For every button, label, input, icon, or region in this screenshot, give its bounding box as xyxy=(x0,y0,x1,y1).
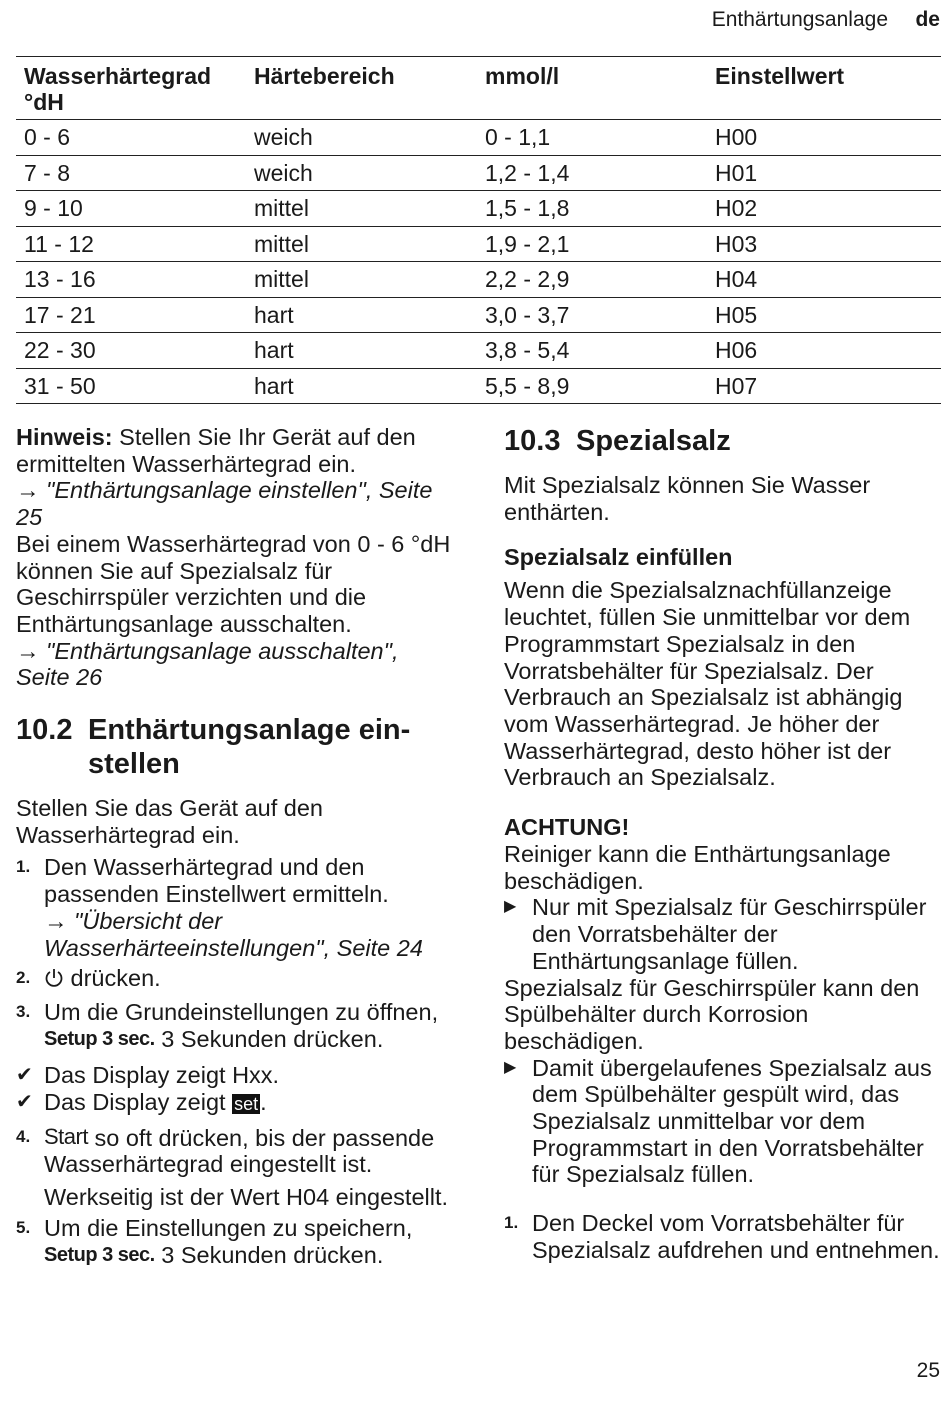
cell: mittel xyxy=(246,262,477,298)
power-icon xyxy=(44,967,64,995)
result-list xyxy=(16,1062,456,1117)
result-item xyxy=(16,1089,456,1118)
step-5 xyxy=(16,1215,456,1268)
step-1 xyxy=(16,854,456,961)
warning-actions-1 xyxy=(504,894,940,974)
cell: H04 xyxy=(707,262,941,298)
cell: 2,2 - 2,9 xyxy=(477,262,707,298)
step-2 xyxy=(16,965,456,995)
list-item xyxy=(504,894,940,974)
sub-paragraph: Wenn die Spezialsalznachfüllanzeige leuchtet, füllen Sie unmittelbar vor dem Programmstart Spezialsalz in den Vorratsbehälter für Spezialsalz. Der Verbrauch an Spezialsalz ist abhängig vom Wasserhärtegrad. Je höher der Wasserhärtegrad, desto höher ist der Verbrauch an Spezialsalz. xyxy=(504,577,911,791)
right-column xyxy=(504,424,940,1264)
note-label: Hinweis: xyxy=(16,424,113,450)
running-header-title: Enthärtungsanlage xyxy=(711,8,888,31)
cell: 17 - 21 xyxy=(16,297,246,333)
cell: 9 - 10 xyxy=(16,191,246,227)
section-number: 10.2 xyxy=(16,714,73,747)
setup-key-label: Setup 3 sec. xyxy=(44,1243,155,1266)
step-number: 4. xyxy=(16,1126,31,1146)
step-number: 1. xyxy=(16,857,31,877)
step-text: 3 Sekunden drücken. xyxy=(154,1241,384,1268)
cell: H05 xyxy=(707,297,941,333)
cell: 3,0 - 3,7 xyxy=(477,297,707,333)
link-enthaertung-einstellen[interactable]: → "Enthärtungsanlage einstellen", Seite 25 xyxy=(16,477,433,531)
step-number: 1. xyxy=(504,1213,519,1233)
cell: hart xyxy=(246,333,477,369)
step-text: 3 Sekunden drücken. xyxy=(154,1025,384,1052)
table-row xyxy=(16,297,941,333)
table-row xyxy=(16,262,941,298)
table-row xyxy=(16,120,941,156)
water-hardness-table xyxy=(16,58,941,404)
table-row xyxy=(16,226,941,262)
cell: 13 - 16 xyxy=(16,262,246,298)
cell: 22 - 30 xyxy=(16,333,246,369)
step-number: 3. xyxy=(16,1001,31,1021)
col-header-hardness: Wasserhärtegrad °dH xyxy=(16,58,246,120)
step-text: Den Deckel vom Vorratsbehälter für Spezialsalz aufdrehen und entnehmen. xyxy=(532,1210,940,1263)
header-rule xyxy=(16,56,941,57)
start-key-label: Start xyxy=(44,1123,88,1149)
table-row xyxy=(16,333,941,369)
col-header-mmol: mmol/l xyxy=(477,58,707,120)
step-text: so oft drücken, bis der passende Wasserhärtegrad eingestellt ist. xyxy=(44,1124,435,1178)
bullet-text: Damit übergelaufenes Spezialsalz aus dem Spülbehälter gespült wird, das Spezialsalz unmittelbar vor dem Programmstart in den Vorratsbehälter für Spezialsalz füllen. xyxy=(532,1054,932,1188)
section-title-line1: Enthärtungsanlage ein- xyxy=(88,714,411,747)
step-number: 2. xyxy=(16,968,31,988)
warning-title: ACHTUNG! xyxy=(504,814,630,841)
triangle-bullet-icon: ▶ xyxy=(504,898,517,916)
cell: 11 - 12 xyxy=(16,226,246,262)
result-item xyxy=(16,1062,456,1089)
cell: H03 xyxy=(707,226,941,262)
step-text: Um die Grundeinstellungen zu öffnen, xyxy=(44,998,439,1025)
setup-steps-cont xyxy=(16,1124,456,1269)
cell: weich xyxy=(246,120,477,156)
list-item xyxy=(504,1055,940,1189)
result-text: Das Display zeigt Hxx. xyxy=(44,1062,280,1089)
section-number: 10.3 xyxy=(504,425,561,457)
section-heading-10-2 xyxy=(16,713,456,747)
link-uebersicht[interactable]: → "Übersicht der Wasserhärteeinstellungen", Seite 24 xyxy=(44,907,423,961)
step-3 xyxy=(16,999,456,1052)
cell: 1,2 - 1,4 xyxy=(477,155,707,191)
left-column xyxy=(16,424,456,1268)
section-intro: Stellen Sie das Gerät auf den Wasserhärtegrad ein. xyxy=(16,795,324,848)
step-4-extra: Werkseitig ist der Wert H04 eingestellt. xyxy=(44,1184,449,1211)
cell: H02 xyxy=(707,191,941,227)
triangle-bullet-icon: ▶ xyxy=(504,1058,517,1076)
language-code: de xyxy=(915,8,940,31)
page-number: 25 xyxy=(916,1359,940,1382)
cell: 31 - 50 xyxy=(16,368,246,404)
section-title-line2: stellen xyxy=(88,748,180,781)
cell: 7 - 8 xyxy=(16,155,246,191)
table-header-row xyxy=(16,58,941,120)
step-1 xyxy=(504,1210,940,1263)
setup-key-label: Setup 3 sec. xyxy=(44,1027,155,1050)
sub-heading: Spezialsalz einfüllen xyxy=(504,544,733,571)
setup-steps xyxy=(16,854,456,1052)
step-number: 5. xyxy=(16,1217,31,1237)
note-text-2: Bei einem Wasserhärtegrad von 0 - 6 °dH können Sie auf Spezialsalz für Geschirrspüler verzichten und die Enthärtungsanlage ausschalten. xyxy=(16,530,451,637)
display-set-symbol: set xyxy=(234,1094,259,1115)
warning-text-2: Spezialsalz für Geschirrspüler kann den Spülbehälter durch Korrosion beschädigen. xyxy=(504,974,920,1054)
cell: 5,5 - 8,9 xyxy=(477,368,707,404)
note-text: Stellen Sie Ihr Gerät auf den ermittelten Wasserhärtegrad ein. xyxy=(16,424,416,477)
table-row xyxy=(16,191,941,227)
step-text: drücken. xyxy=(64,965,161,992)
section-heading-10-3 xyxy=(504,424,940,458)
cell: H01 xyxy=(707,155,941,191)
cell: mittel xyxy=(246,226,477,262)
cell: H06 xyxy=(707,333,941,369)
table-row xyxy=(16,368,941,404)
check-icon: ✔ xyxy=(16,1064,33,1087)
cell: 1,5 - 1,8 xyxy=(477,191,707,227)
step-text: Um die Einstellungen zu speichern, xyxy=(44,1214,413,1241)
col-header-range: Härtebereich xyxy=(246,58,477,120)
cell: 3,8 - 5,4 xyxy=(477,333,707,369)
cell: hart xyxy=(246,368,477,404)
cell: 1,9 - 2,1 xyxy=(477,226,707,262)
link-enthaertung-ausschalten[interactable]: → "Enthärtungsanlage ausschalten", Seite 26 xyxy=(16,637,399,691)
note-paragraph xyxy=(16,424,456,477)
cell: H07 xyxy=(707,368,941,404)
table-row xyxy=(16,155,941,191)
result-text-end: . xyxy=(260,1089,267,1116)
cell: H00 xyxy=(707,120,941,156)
cell: 0 - 1,1 xyxy=(477,120,707,156)
cell: mittel xyxy=(246,191,477,227)
section-intro: Mit Spezialsalz können Sie Wasser enthärten. xyxy=(504,472,871,525)
bullet-text: Nur mit Spezialsalz für Geschirrspüler den Vorratsbehälter der Enthärtungsanlage füllen. xyxy=(532,894,927,974)
col-header-setting: Einstellwert xyxy=(707,58,941,120)
cell: weich xyxy=(246,155,477,191)
warning-text-1: Reiniger kann die Enthärtungsanlage beschädigen. xyxy=(504,841,891,894)
check-icon: ✔ xyxy=(16,1091,33,1114)
warning-actions-2 xyxy=(504,1055,940,1189)
cell: 0 - 6 xyxy=(16,120,246,156)
step-4 xyxy=(16,1124,456,1211)
result-text: Das Display zeigt xyxy=(44,1089,233,1116)
salt-steps xyxy=(504,1210,940,1263)
section-title: Spezialsalz xyxy=(576,425,731,457)
cell: hart xyxy=(246,297,477,333)
step-text: Den Wasserhärtegrad und den passenden Einstellwert ermitteln. xyxy=(44,854,389,908)
